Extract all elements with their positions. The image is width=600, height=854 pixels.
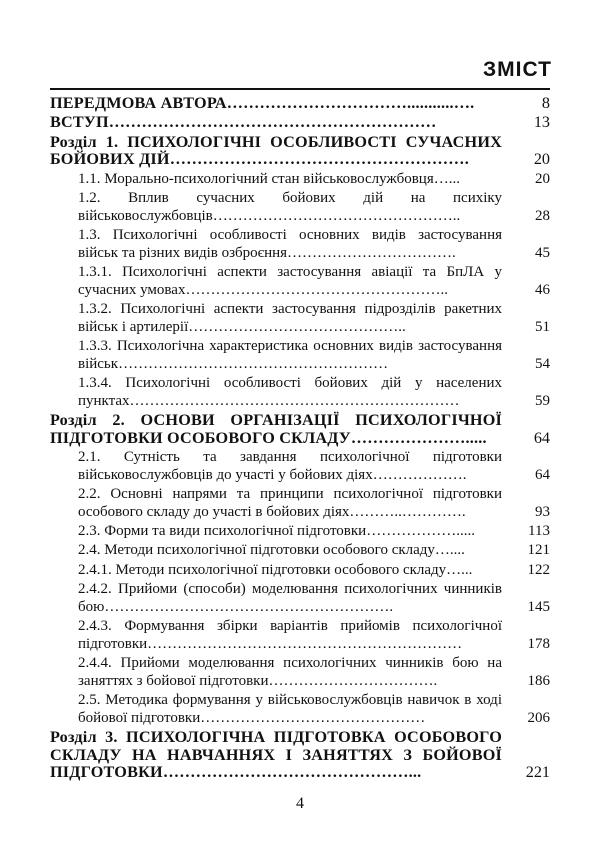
toc-entry[interactable] bbox=[50, 562, 550, 580]
toc-entry[interactable] bbox=[50, 692, 550, 727]
toc-entry-page: 51 bbox=[535, 318, 550, 335]
toc-entry-page: 64 bbox=[535, 466, 550, 483]
toc-entry[interactable] bbox=[50, 114, 550, 132]
toc-entry-page: 122 bbox=[527, 561, 550, 578]
toc-entry-title: 2.1. Сутність та завдання психологічної підготовки військовослужбовців до участі у бойових діях………………. bbox=[78, 449, 502, 483]
toc-entry-title: ПЕРЕДМОВА АВТОРА……………………………...........…. bbox=[50, 94, 475, 112]
toc-entry[interactable] bbox=[50, 171, 550, 189]
toc-entry[interactable] bbox=[50, 95, 550, 113]
toc-entry-title: 2.2. Основні напрями та принципи психологічної підготовки особового складу до участі в бойових діях………..…………. bbox=[78, 486, 502, 520]
toc-entry-page: 28 bbox=[535, 207, 550, 224]
page-number: 4 bbox=[296, 795, 304, 812]
toc-entry-page: 20 bbox=[535, 170, 550, 187]
toc-entry[interactable] bbox=[50, 227, 550, 262]
toc-entry-page: 93 bbox=[535, 503, 550, 520]
toc-entry-title: 2.4.1. Методи психологічної підготовки особового складу…... bbox=[78, 561, 473, 578]
toc-entry[interactable] bbox=[50, 375, 550, 410]
toc-entry-page: 206 bbox=[527, 709, 550, 726]
toc-entry-page: 8 bbox=[541, 94, 550, 112]
toc-entry-title: 1.3. Психологічні особливості основних видів застосування військ та різних видів озброєння……………………………. bbox=[78, 227, 502, 261]
toc-entry-title: 1.3.3. Психологічна характеристика основних видів застосування військ……………………………………………… bbox=[78, 338, 502, 372]
toc-entry[interactable] bbox=[50, 301, 550, 336]
toc-entry-page: 186 bbox=[527, 672, 550, 689]
toc-entry-title: 1.3.1. Психологічні аспекти застосування авіації та БпЛА у сучасних умовах…………………………………………….. bbox=[78, 264, 502, 298]
toc-entry-page: 46 bbox=[535, 281, 550, 298]
toc-entry-page: 13 bbox=[533, 113, 550, 132]
toc-entry[interactable] bbox=[50, 581, 550, 616]
toc-entry[interactable] bbox=[50, 449, 550, 484]
toc-entry-page: 178 bbox=[527, 635, 550, 652]
toc-entry-page: 121 bbox=[527, 542, 550, 559]
toc-entry-page: 59 bbox=[535, 392, 550, 409]
toc-entry-page: 64 bbox=[533, 428, 550, 447]
toc-entry[interactable] bbox=[50, 190, 550, 225]
toc-entry-title: Розділ 1. ПСИХОЛОГІЧНІ ОСОБЛИВОСТІ СУЧАСНИХ БОЙОВИХ ДІЙ………………………………………………. bbox=[50, 132, 502, 169]
toc-entry[interactable] bbox=[50, 655, 550, 690]
toc-heading: ЗМІСТ bbox=[483, 58, 552, 81]
toc-entry[interactable] bbox=[50, 134, 550, 169]
toc-entry-page: 45 bbox=[535, 244, 550, 261]
toc-entry-title: 2.4.3. Формування збірки варіантів прийомів психологічної підготовки……………………………………………………… bbox=[78, 618, 502, 652]
toc-entry[interactable] bbox=[50, 618, 550, 653]
toc-entry-title: 2.4. Методи психологічної підготовки особового складу….... bbox=[78, 542, 465, 559]
toc-entry[interactable] bbox=[50, 412, 550, 447]
toc-entry[interactable] bbox=[50, 729, 550, 782]
toc-entry-page: 221 bbox=[525, 763, 550, 782]
toc-entry-title: Розділ 3. ПСИХОЛОГІЧНА ПІДГОТОВКА ОСОБОВОГО СКЛАДУ НА НАВЧАННЯХ І ЗАНЯТТЯХ З БОЙОВОЇ ПІДГОТОВКИ………………………………………... bbox=[50, 728, 502, 782]
toc-entry-page: 20 bbox=[533, 150, 550, 169]
toc-entry-title: 1.1. Морально-психологічний стан військовослужбовця…... bbox=[78, 170, 460, 187]
toc-entry-title: 2.5. Методика формування у військовослужбовців навичок в ході бойової підготовки……………………………………… bbox=[78, 692, 502, 726]
toc-entry-page: 54 bbox=[535, 355, 550, 372]
toc-entry[interactable] bbox=[50, 523, 550, 541]
toc-entry[interactable] bbox=[50, 264, 550, 299]
toc-entry-page: 113 bbox=[528, 523, 550, 540]
toc-entry-title: 1.3.4. Психологічні особливості бойових дій у населених пунктах………………………………………………………… bbox=[78, 375, 502, 409]
toc-entry[interactable] bbox=[50, 542, 550, 560]
toc-entry-title: 1.3.2. Психологічні аспекти застосування підрозділів ракетних військ і артилерії…………………………………….. bbox=[78, 301, 502, 335]
toc-entry-title: 2.4.4. Прийоми моделювання психологічних чинників бою на заняттях з бойової підготовки……………………………. bbox=[78, 655, 502, 689]
toc-entry-title: 2.3. Форми та види психологічної підготовки………………..... bbox=[78, 523, 475, 540]
heading-divider bbox=[50, 88, 550, 90]
toc-entry-title: Розділ 2. ОСНОВИ ОРГАНІЗАЦІЇ ПСИХОЛОГІЧНОЇ ПІДГОТОВКИ ОСОБОВОГО СКЛАДУ…………………..... bbox=[50, 411, 502, 447]
toc-entry-title: 1.2. Вплив сучасних бойових дій на психіку військовослужбовців………………………………………….. bbox=[78, 190, 502, 224]
table-of-contents bbox=[50, 95, 550, 782]
toc-entry[interactable] bbox=[50, 486, 550, 521]
toc-entry-page: 145 bbox=[527, 598, 550, 615]
toc-entry[interactable] bbox=[50, 338, 550, 373]
toc-entry-title: 2.4.2. Прийоми (способи) моделювання психологічних чинників бою…………………………………………………. bbox=[78, 581, 502, 615]
toc-entry-title: ВСТУП…………………………………………………… bbox=[50, 113, 437, 132]
